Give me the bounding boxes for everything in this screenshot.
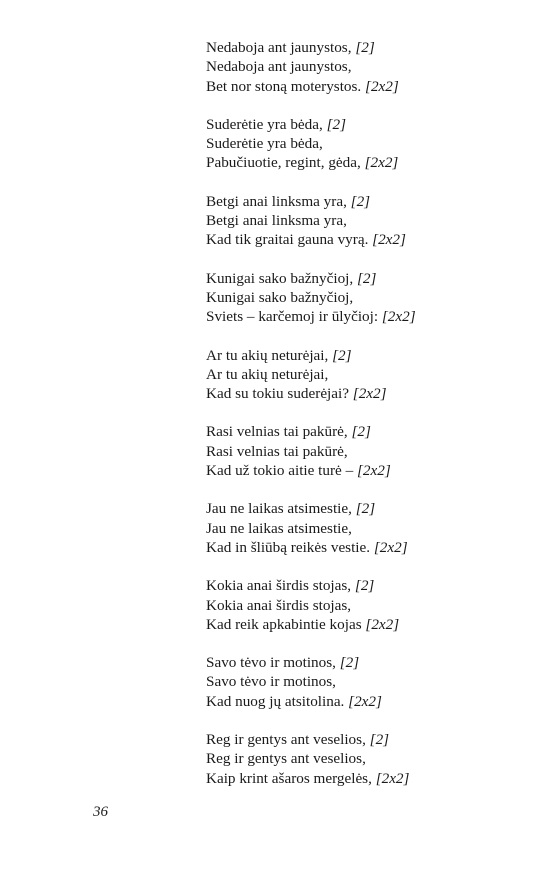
poem-line bbox=[206, 288, 546, 307]
poem-line bbox=[206, 38, 546, 57]
poem-line bbox=[206, 346, 546, 365]
poem-line bbox=[206, 230, 546, 249]
stanza-1 bbox=[206, 38, 546, 96]
line-text: Kokia anai širdis stojas, bbox=[206, 596, 352, 614]
poem-line bbox=[206, 269, 546, 288]
poem-line bbox=[206, 519, 546, 538]
line-text: Jau ne laikas atsimestie, bbox=[206, 500, 356, 518]
line-text: Kad reik apkabintie kojas bbox=[206, 615, 366, 633]
poem-line bbox=[206, 422, 546, 441]
stanza-5 bbox=[206, 346, 546, 404]
poem-text bbox=[206, 38, 546, 807]
line-text: Betgi anai linksma yra, bbox=[206, 212, 347, 230]
line-text: Kokia anai širdis stojas, bbox=[206, 577, 355, 595]
refrain-marker: [2x2] bbox=[365, 77, 399, 95]
poem-line bbox=[206, 769, 546, 788]
refrain-marker: [2x2] bbox=[357, 462, 391, 480]
refrain-marker: [2x2] bbox=[364, 154, 399, 172]
refrain-marker: [2] bbox=[357, 269, 377, 287]
line-text: Kaip krint ašaros mergelės, bbox=[206, 769, 376, 787]
poem-line bbox=[206, 384, 546, 403]
line-text: Suderėtie yra bėda, bbox=[206, 115, 327, 133]
stanza-10 bbox=[206, 730, 546, 788]
poem-line bbox=[206, 57, 546, 76]
stanza-3 bbox=[206, 192, 546, 250]
stanza-7 bbox=[206, 499, 546, 557]
poem-line bbox=[206, 672, 546, 691]
line-text: Suderėtie yra bėda, bbox=[206, 135, 323, 153]
poem-line bbox=[206, 461, 546, 480]
refrain-marker: [2] bbox=[332, 346, 352, 364]
line-text: Nedaboja ant jaunystos, bbox=[206, 39, 356, 56]
poem-line bbox=[206, 653, 546, 672]
line-text: Ar tu akių neturėjai, bbox=[206, 346, 333, 364]
refrain-marker: [2x2] bbox=[352, 385, 387, 403]
stanza-8 bbox=[206, 576, 546, 634]
line-text: Pabučiuotie, regint, gėda, bbox=[206, 154, 365, 172]
line-text: Kad tik graitai gauna vyrą. bbox=[206, 231, 373, 249]
line-text: Kunigai sako bažnyčioj, bbox=[206, 288, 354, 306]
line-text: Jau ne laikas atsimestie, bbox=[206, 519, 352, 537]
poem-line bbox=[206, 499, 546, 518]
poem-line bbox=[206, 615, 546, 634]
line-text: Savo tėvo ir motinos, bbox=[206, 673, 336, 691]
poem-line bbox=[206, 365, 546, 384]
poem-line bbox=[206, 211, 546, 230]
refrain-marker: [2x2] bbox=[375, 769, 410, 787]
line-text: Savo tėvo ir motinos, bbox=[206, 654, 340, 672]
line-text: Reg ir gentys ant veselios, bbox=[206, 731, 370, 749]
line-text: Kad nuog jų atsitolina. bbox=[206, 692, 349, 710]
poem-line bbox=[206, 134, 546, 153]
line-text: Kad in šliūbą reikės vestie. bbox=[206, 538, 374, 556]
stanza-9 bbox=[206, 653, 546, 711]
line-text: Kad už tokio aitie turė – bbox=[206, 462, 357, 480]
refrain-marker: [2x2] bbox=[348, 692, 382, 710]
refrain-marker: [2x2] bbox=[372, 231, 406, 249]
poem-line bbox=[206, 730, 546, 749]
refrain-marker: [2] bbox=[350, 192, 371, 210]
poem-line bbox=[206, 749, 546, 768]
page-number: 36 bbox=[93, 804, 108, 820]
stanza-4 bbox=[206, 269, 546, 327]
poem-line bbox=[206, 307, 546, 326]
refrain-marker: [2] bbox=[351, 423, 371, 441]
stanza-2 bbox=[206, 115, 546, 173]
line-text: Reg ir gentys ant veselios, bbox=[206, 750, 366, 768]
poem-line bbox=[206, 115, 546, 134]
poem-line bbox=[206, 192, 546, 211]
poem-line bbox=[206, 576, 546, 595]
line-text: Kad su tokiu suderėjai? bbox=[206, 385, 353, 403]
line-text: Betgi anai linksma yra, bbox=[206, 192, 351, 210]
refrain-marker: [2] bbox=[355, 39, 375, 56]
line-text: Bet nor stoną moterystos. bbox=[206, 77, 366, 95]
poem-line bbox=[206, 596, 546, 615]
line-text: Sviets – karčemoj ir ūlyčioj: bbox=[206, 308, 382, 326]
poem-line bbox=[206, 442, 546, 461]
refrain-marker: [2] bbox=[354, 577, 375, 595]
refrain-marker: [2] bbox=[339, 654, 360, 672]
line-text: Rasi velnias tai pakūrė, bbox=[206, 423, 352, 441]
poem-line bbox=[206, 153, 546, 172]
refrain-marker: [2] bbox=[326, 115, 347, 133]
refrain-marker: [2] bbox=[369, 731, 390, 749]
refrain-marker: [2x2] bbox=[381, 308, 416, 326]
line-text: Ar tu akių neturėjai, bbox=[206, 365, 329, 383]
line-text: Rasi velnias tai pakūrė, bbox=[206, 442, 348, 460]
line-text: Kunigai sako bažnyčioj, bbox=[206, 269, 357, 287]
stanza-6 bbox=[206, 422, 546, 480]
refrain-marker: [2x2] bbox=[373, 538, 408, 556]
refrain-marker: [2] bbox=[355, 500, 376, 518]
poem-line bbox=[206, 692, 546, 711]
poem-line bbox=[206, 77, 546, 96]
refrain-marker: [2x2] bbox=[365, 615, 400, 633]
poem-line bbox=[206, 538, 546, 557]
line-text: Nedaboja ant jaunystos, bbox=[206, 58, 352, 76]
